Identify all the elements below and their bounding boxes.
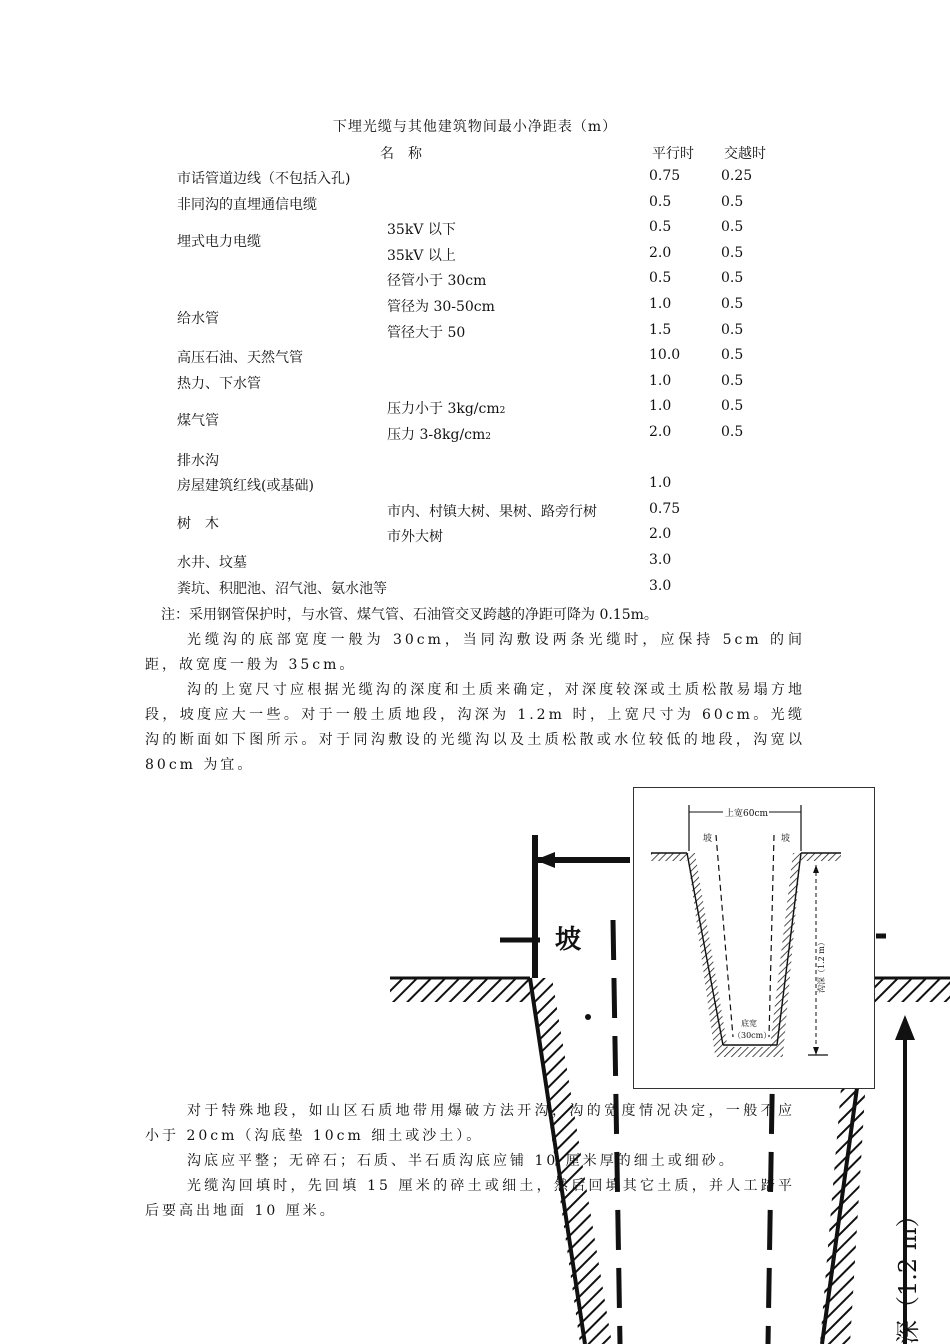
table-row-parallel: 1.0 (649, 398, 672, 415)
table-row-parallel: 2.0 (649, 526, 672, 543)
table-title: 下埋光缆与其他建筑物间最小净距表（m） (332, 119, 618, 135)
table-row-parallel: 10.0 (649, 347, 681, 364)
paragraph: 光缆沟回填时，先回填 15 厘米的碎土或细土，然后回填其它土质，并人工踏平后要高出地面 10 厘米。 (145, 1178, 795, 1219)
slope-label-left: 坡 (703, 834, 713, 844)
table-row-sub: 压力 3-8kg/cm2 (387, 427, 492, 443)
slope-label-large: 坡 (555, 925, 582, 955)
table-row-parallel: 1.0 (649, 475, 672, 492)
table-row-parallel: 3.0 (649, 577, 672, 594)
table-row-parallel: 2.0 (649, 424, 672, 440)
header-cross: 交越时 (724, 146, 766, 162)
unit-superscript: 2 (485, 432, 492, 442)
table-row-cross: 0.25 (721, 168, 753, 184)
paragraph: 沟底应平整；无碎石；石质、半石质沟底应铺 10 厘米厚的细土或细砂。 (187, 1153, 736, 1169)
table-row-sub: 市内、村镇大树、果树、路旁行树 (387, 503, 597, 520)
table-row-cross: 0.5 (721, 424, 744, 440)
table-row-sub: 压力小于 3kg/cm2 (387, 401, 506, 418)
table-row-sub: 管径大于 50 (387, 324, 466, 341)
table-note: 注：采用钢管保护时，与水管、煤气管、石油管交叉跨越的净距可降为 0.15m。 (161, 607, 658, 623)
table-row-parallel: 1.5 (649, 321, 672, 338)
table-row-cross: 0.5 (721, 193, 744, 210)
bottom-width-label: 底宽 (741, 1019, 757, 1028)
depth-label-small: 沟深（1.2 m） (817, 938, 826, 993)
table-row-sub: 管径为 30-50cm (387, 299, 495, 315)
slope-label-right: 坡 (781, 834, 791, 844)
top-width-label: 上宽60cm (725, 809, 769, 819)
table-row-parallel: 0.5 (649, 219, 672, 236)
table-row-sub: 市外大树 (387, 529, 443, 546)
table-row-name: 热力、下水管 (177, 375, 261, 392)
table-row-parallel: 0.5 (649, 193, 672, 210)
table-row-cross: 0.5 (721, 321, 744, 338)
table-row-cross: 0.5 (721, 244, 744, 261)
depth-label-large: 深（1.2 m） (894, 1203, 922, 1344)
table-row-parallel: 0.75 (649, 500, 681, 517)
table-row-parallel: 0.5 (649, 270, 672, 287)
table-row-parallel: 2.0 (649, 244, 672, 261)
body-text-lower (145, 1099, 795, 1224)
table-row-cross: 0.5 (721, 398, 744, 415)
table-row-name: 非同沟的直埋通信电缆 (177, 196, 317, 213)
table-row-name: 水井、坟墓 (177, 555, 247, 571)
trench-section-diagram-small (633, 787, 875, 1089)
table-row-name: 粪坑、积肥池、沼气池、氨水池等 (177, 580, 387, 597)
table-row-sub: 35kV 以下 (387, 222, 456, 239)
body-text-upper (145, 628, 805, 778)
table-row-name: 排水沟 (177, 452, 219, 469)
table-row-name: 高压石油、天然气管 (177, 350, 303, 367)
table-row-parallel: 1.0 (649, 372, 672, 389)
table-row-cross: 0.5 (721, 296, 744, 312)
paragraph: 沟的上宽尺寸应根据光缆沟的深度和土质来确定，对深度较深或土质松散易塌方地段，坡度应大一些。对于一般土质地段，沟深为 1.2m 时，上宽尺寸为 60cm。光缆沟的断面如下图所示。对于同沟敷设的光缆沟以及土质松散或水位较低的地段，沟宽以 80cm 为宜。 (145, 682, 805, 773)
table-row-parallel: 3.0 (649, 552, 672, 568)
table-row-name: 房屋建筑红线(或基础) (177, 478, 314, 495)
table-row-name: 树 木 (177, 515, 219, 532)
table-row-cross: 0.5 (721, 270, 744, 287)
header-parallel: 平行时 (652, 146, 694, 162)
table-row-cross: 0.5 (721, 372, 744, 389)
table-row-cross: 0.5 (721, 219, 744, 236)
table-row-name: 煤气管 (177, 413, 219, 430)
table-row-name: 给水管 (177, 311, 219, 327)
bottom-width-value: （30cm） (733, 1031, 772, 1040)
paragraph: 对于特殊地段，如山区石质地带用爆破方法开沟，沟的宽度情况决定，一般不应小于 20cm（沟底垫 10cm 细土或沙土）。 (145, 1103, 795, 1144)
header-name: 名 称 (380, 146, 422, 162)
unit-superscript: 2 (499, 406, 506, 417)
table-row-parallel: 1.0 (649, 296, 672, 312)
table-row-name: 市话管道边线（不包括入孔) (177, 171, 351, 187)
table-row-sub: 径管小于 30cm (387, 273, 487, 290)
paragraph: 光缆沟的底部宽度一般为 30cm，当同沟敷设两条光缆时，应保持 5cm 的间距，故宽度一般为 35cm。 (145, 632, 805, 673)
table-row-parallel: 0.75 (649, 168, 681, 184)
table-row-cross: 0.5 (721, 347, 744, 364)
table-row-name: 埋式电力电缆 (177, 234, 261, 251)
table-row-sub: 35kV 以上 (387, 247, 456, 264)
